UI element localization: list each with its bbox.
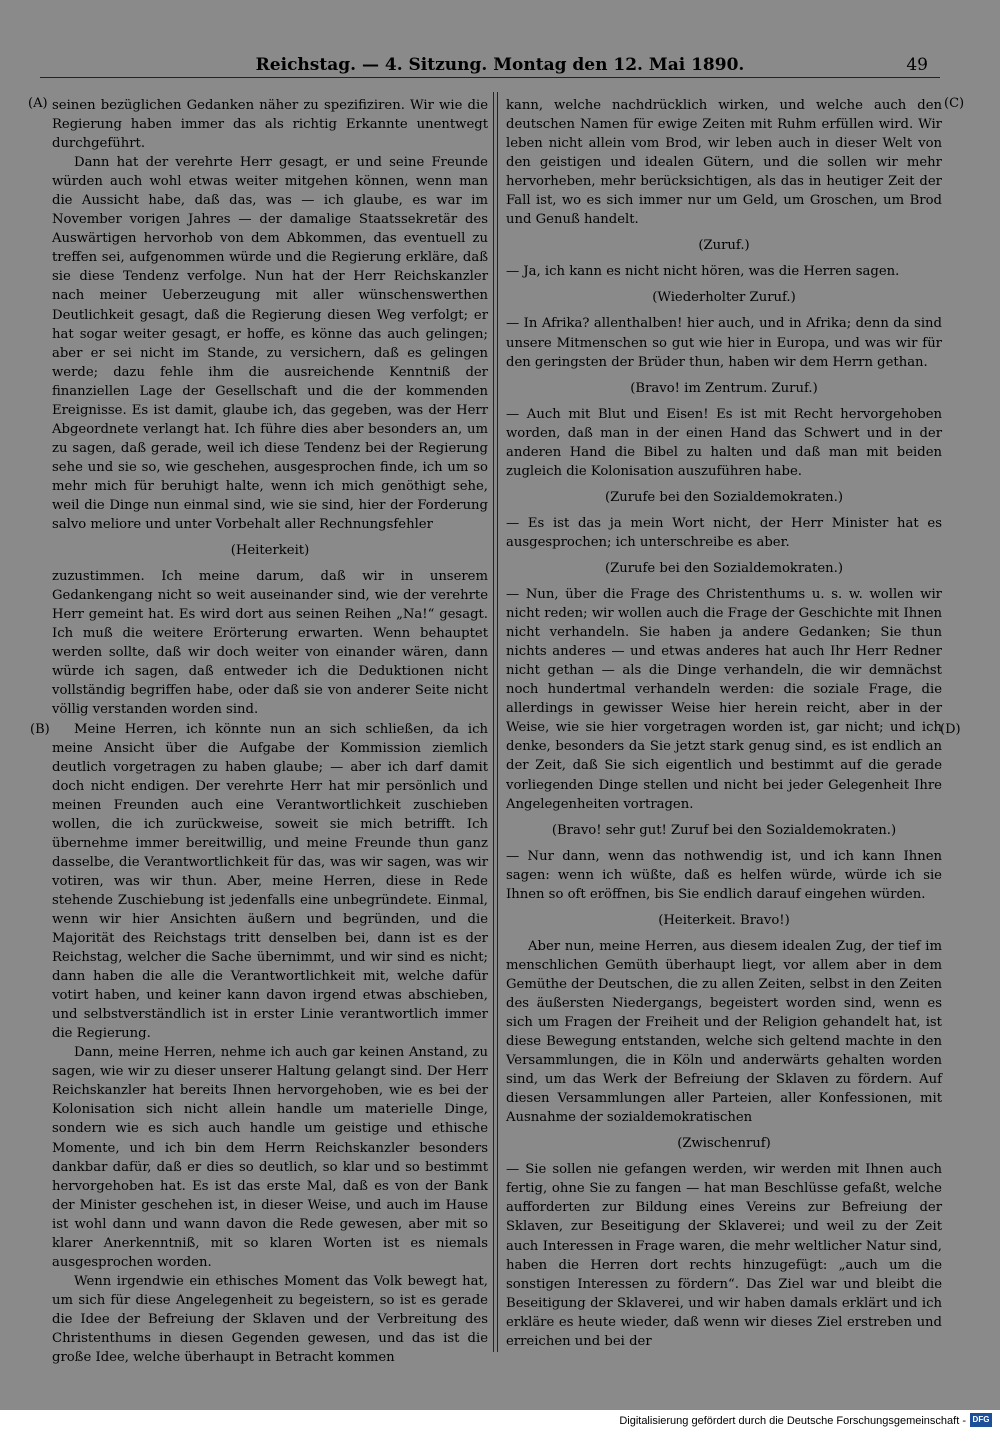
paragraph: zuzustimmen. Ich meine darum, daß wir in unserem Gedankengang nicht so weit auseinander sind, wie der verehrte Herr gemeint hat. Es wird dort aus seinen Reihen „Na!“ gesagt. Ich muß die weitere Erörterung erwarten. Wenn behauptet werden sollte, daß wir doch weiter von einander wären, dann würde ich sagen, daß entweder ich die Deduktionen nicht vollständig begriffen habe, oder daß sie von anderer Seite nicht völlig verstanden worden sind. bbox=[52, 569, 488, 718]
margin-marker-d: (D) bbox=[940, 722, 961, 737]
paragraph: — Es ist das ja mein Wort nicht, der Herr Minister hat es ausgesprochen; ich unterschreibe es aber. bbox=[506, 515, 942, 550]
footer-bar bbox=[0, 1410, 1000, 1432]
interjection: (Bravo! im Zentrum. Zuruf.) bbox=[630, 380, 818, 396]
interjection: (Wiederholter Zuruf.) bbox=[652, 290, 796, 306]
header-rule bbox=[40, 77, 940, 78]
left-column bbox=[52, 96, 488, 1367]
paragraph: kann, welche nachdrücklich wirken, und welche auch den deutschen Namen für ewige Zeiten mit Ruhm erfüllen wird. Wir leben nicht allein vom Brod, wir leben auch in dieser Welt von den geistigen und idealen Gütern, und die sollen wir mehr hervorheben, mehr berücksichtigen, als das in heutiger Zeit der Fall ist, wo es sich immer nur um Geld, um Groschen, um Brod und Genuß handelt. bbox=[506, 98, 942, 228]
paragraph: Dann hat der verehrte Herr gesagt, er und seine Freunde würden auch wohl etwas weiter mitgehen können, wenn man die Aussicht habe, daß das, was — ich glaube, es war im November vorigen Jahres — der damalige Staatssekretär des Auswärtigen hervorhob von dem Abkommen, das eventuell zu treffen sei, aufgenommen würde und die Regierung erkläre, daß sie diese Tendenz verfolge. Nun hat der Herr Reichskanzler nach meiner Ueberzeugung mit aller wünschenswerthen Deutlichkeit gesagt, daß die Regierung diesen Weg verfolgt; er hat sogar weiter gesagt, er hoffe, es könne das auch gelingen; aber er sei nicht im Stande, zu versichern, daß es gelingen werde; dazu fehle ihm die ausreichende Kenntniß der finanziellen Lage der Gesellschaft und die der kommenden Ereignisse. Es ist damit, glaube ich, das gegeben, was der Herr Abgeordnete verlangt hat. Ich führe dies aber besonders an, um zu sagen, daß gerade, weil ich diese Tendenz bei der Regierung sehe und sie so, wie geschehen, ausgesprochen finde, ich um so mehr mich für beruhigt halte, wenn ich mich genöthigt sehe, weil die Dinge nun einmal sind, wie sie sind, hier der Forderung salvo meliore und unter Vorbehalt aller Rechnungsfehler bbox=[52, 155, 488, 533]
page-number: 49 bbox=[906, 55, 928, 75]
paragraph: — In Afrika? allenthalben! hier auch, und in Afrika; denn da sind unsere Mitmenschen so gut wie hier in Europa, und was wir für den geringsten der Brüder thun, haben wir dem Herrn gethan. bbox=[506, 316, 942, 370]
margin-marker-c: (C) bbox=[944, 96, 965, 111]
interjection: (Zurufe bei den Sozialdemokraten.) bbox=[604, 560, 844, 576]
paragraph: Dann, meine Herren, nehme ich auch gar keinen Anstand, zu sagen, wie wir zu dieser unserer Haltung gelangt sind. Der Herr Reichskanzler hat bereits Ihnen hervorgehoben, wie es bei der Kolonisation sich nicht allein handle um materielle Dinge, sondern wie es sich auch handle um geistige und ethische Momente, und ich bin dem Herrn Reichskanzler besonders dankbar dafür, daß er dies so deutlich, so klar und so bestimmt hervorgehoben hat. Es ist das erste Mal, daß es von der Bank der Minister geschehen ist, in dieser Weise, und auch im Hause ist wohl dann und wann davon die Rede gewesen, aber mit so klarer Anerkenntniß, mit so klaren Worten ist es niemals ausgesprochen worden. bbox=[52, 1045, 488, 1270]
margin-marker-a: (A) bbox=[28, 96, 48, 111]
footer-credit: Digitalisierung gefördert durch die Deutsche Forschungsgemeinschaft - bbox=[619, 1415, 966, 1427]
paragraph: seinen bezüglichen Gedanken näher zu spezifiziren. Wir wie die Regierung haben immer das als richtig Erkannte unentwegt durchgeführt. bbox=[52, 98, 488, 152]
column-divider bbox=[493, 92, 498, 1352]
right-column bbox=[506, 96, 942, 1351]
interjection: (Bravo! sehr gut! Zuruf bei den Sozialdemokraten.) bbox=[551, 822, 897, 838]
paragraph: Aber nun, meine Herren, aus diesem idealen Zug, der tief im menschlichen Gemüth überhaupt liegt, vor allem aber in dem Gemüthe der Deutschen, die zu allen Zeiten, selbst in den Zeiten des äußersten Niedergangs, begeistert worden sind, wenn es sich um Fragen der Freiheit und der Religion gehandelt hat, ist diese Bewegung entstanden, welche sich geltend machte in den Versammlungen, die in Köln und anderwärts gehalten worden sind, um das Werk der Befreiung der Sklaven zu fördern. Auf diesen Versammlungen aller Parteien, aller Konfessionen, mit Ausnahme der sozialdemokratischen bbox=[506, 938, 942, 1126]
dfg-logo: DFG bbox=[970, 1413, 992, 1427]
interjection: (Heiterkeit. Bravo!) bbox=[658, 912, 790, 928]
interjection: (Zwischenruf) bbox=[677, 1136, 771, 1152]
interjection: (Zuruf.) bbox=[698, 238, 750, 254]
paragraph: — Sie sollen nie gefangen werden, wir werden mit Ihnen auch fertig, ohne Sie zu fangen — hat man Beschlüsse gefaßt, welche aufforderten zur Bildung eines Vereins zur Befreiung der Sklaven, zur Beseitigung der Sklaverei; und weil zu der Zeit auch Interessen in Frage waren, die mehr weltlicher Natur sind, haben die Herren dort rechts hinzugefügt: „auch um die sonstigen Interessen zu fördern“. Das Ziel war und bleibt die Beseitigung der Sklaverei, und wir haben damals erklärt und ich erkläre es heute wieder, daß wenn wir dieses Ziel erstreben und erreichen und bei der bbox=[506, 1162, 942, 1349]
paragraph: — Ja, ich kann es nicht nicht hören, was die Herren sagen. bbox=[506, 264, 900, 280]
paragraph: Wenn irgendwie ein ethisches Moment das Volk bewegt hat, um sich für diese Angelegenheit zu begeistern, so ist es gerade die Idee der Befreiung der Sklaven und der Verbreitung des Christenthums in diesen Gegenden gewesen, und das ist die große Idee, welche überhaupt in Betracht kommen bbox=[52, 1273, 488, 1366]
paragraph: — Nun, über die Frage des Christenthums u. s. w. wollen wir nicht reden; wir wollen auch die Frage der Geschichte mit Ihnen nicht verhandeln. Sie haben ja andere Gedanken; Sie thun nichts anderes — und etwas anderes hat auch Ihr Herr Redner nicht gethan — als die Dinge verhandeln, die wir demnächst noch hundertmal verhandeln werden: die soziale Frage, die allerdings in gewisser Weise hier herein reicht, aber in der Weise, wie sie hier vorgetragen worden ist, gar nicht; und ich denke, besonders da Sie jetzt stark genug sind, es ist endlich an der Zeit, daß Sie sich eigentlich und bestimmt auf die gerade vorliegenden Dinge stellen und nicht bei jeder Gelegenheit Ihre Angelegenheiten vortragen. bbox=[506, 587, 942, 812]
interjection: (Heiterkeit) bbox=[230, 543, 310, 559]
interjection: (Zurufe bei den Sozialdemokraten.) bbox=[604, 489, 844, 505]
paragraph: — Nur dann, wenn das nothwendig ist, und ich kann Ihnen sagen: wenn ich wüßte, daß es helfen würde, würde ich sie Ihnen so oft eröffnen, bis Sie endlich darauf eingehen würden. bbox=[506, 848, 942, 902]
margin-marker-b: (B) bbox=[30, 722, 50, 737]
paragraph: — Auch mit Blut und Eisen! Es ist mit Recht hervorgehoben worden, daß man in der einen Hand das Schwert und in der anderen Hand die Bibel zu halten und daß man mit beiden zugleich die Kolonisation auszuführen habe. bbox=[506, 406, 942, 479]
page-header-title: Reichstag. — 4. Sitzung. Montag den 12. Mai 1890. bbox=[255, 55, 745, 75]
paragraph: Meine Herren, ich könnte nun an sich schließen, da ich meine Ansicht über die Aufgabe der Kommission ziemlich deutlich vorgetragen zu haben glaube; — aber ich darf damit doch nicht endigen. Der verehrte Herr hat mir persönlich und meinen Freunden auch eine Verantwortlichkeit zuschieben wollen, die ich zurückweise, soweit sie mich betrifft. Ich übernehme immer bereitwillig, und meine Freunde thun ganz dasselbe, die Verantwortlichkeit für das, was wir sagen, was wir votiren, was wir thun. Aber, meine Herren, diese in Rede stehende Zuschiebung ist jedenfalls eine unbegründete. Einmal, wenn wir hier Ansichten äußern und begründen, und die Majorität des Reichstags tritt denselben bei, dann ist es der Reichstag, welcher die Sache übernimmt, und wir sind es nicht; dann haben die alle die Verantwortlichkeit mit, welche dafür votirt haben, und keiner kann davon irgend etwas abschieben, und selbstverständlich ist in erster Linie verantwortlich immer die Regierung. bbox=[52, 721, 488, 1042]
